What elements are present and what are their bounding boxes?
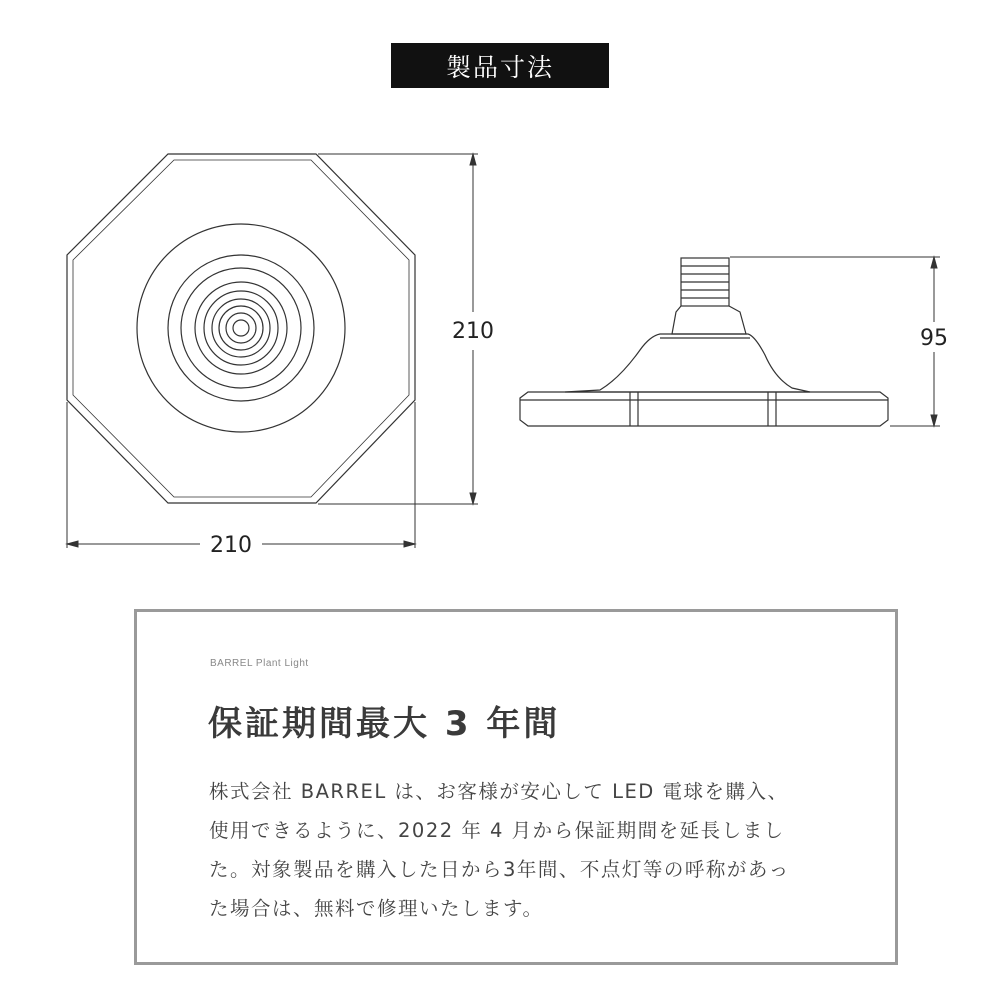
ring-center (233, 320, 249, 336)
side-height-label: 95 (920, 326, 948, 351)
ring-2 (168, 255, 314, 401)
height-label: 210 (452, 319, 494, 344)
warranty-line: 株式会社 BARREL は、お客様が安心して LED 電球を購入、 (209, 780, 789, 803)
width-label: 210 (210, 533, 252, 558)
octagon-inner-outline (73, 160, 409, 497)
warranty-line: 使用できるように、2022 年 4 月から保証期間を延長しまし (209, 819, 785, 842)
section-title: 製品寸法 (391, 43, 609, 88)
warranty-heading: 保証期間最大 3 年間 (208, 704, 561, 744)
width-dimension (67, 402, 415, 548)
side-height-dimension (730, 257, 940, 426)
warranty-line: た。対象製品を購入した日から3年間、不点灯等の呼称があっ (209, 858, 790, 881)
ring-5 (204, 291, 278, 365)
ring-8 (226, 313, 256, 343)
warranty-body (209, 772, 849, 928)
warranty-line: た場合は、無料で修理いたします。 (209, 897, 544, 920)
ring-4 (195, 282, 287, 374)
octagon-outline (67, 154, 415, 503)
base-disc (520, 392, 888, 426)
ring-3 (181, 268, 301, 388)
warranty-card (134, 609, 898, 965)
dome (565, 334, 810, 392)
side-view (520, 258, 888, 426)
warranty-kicker: BARREL Plant Light (210, 658, 309, 669)
ring-6 (212, 299, 270, 357)
top-view (67, 154, 415, 503)
socket-neck (672, 306, 746, 334)
